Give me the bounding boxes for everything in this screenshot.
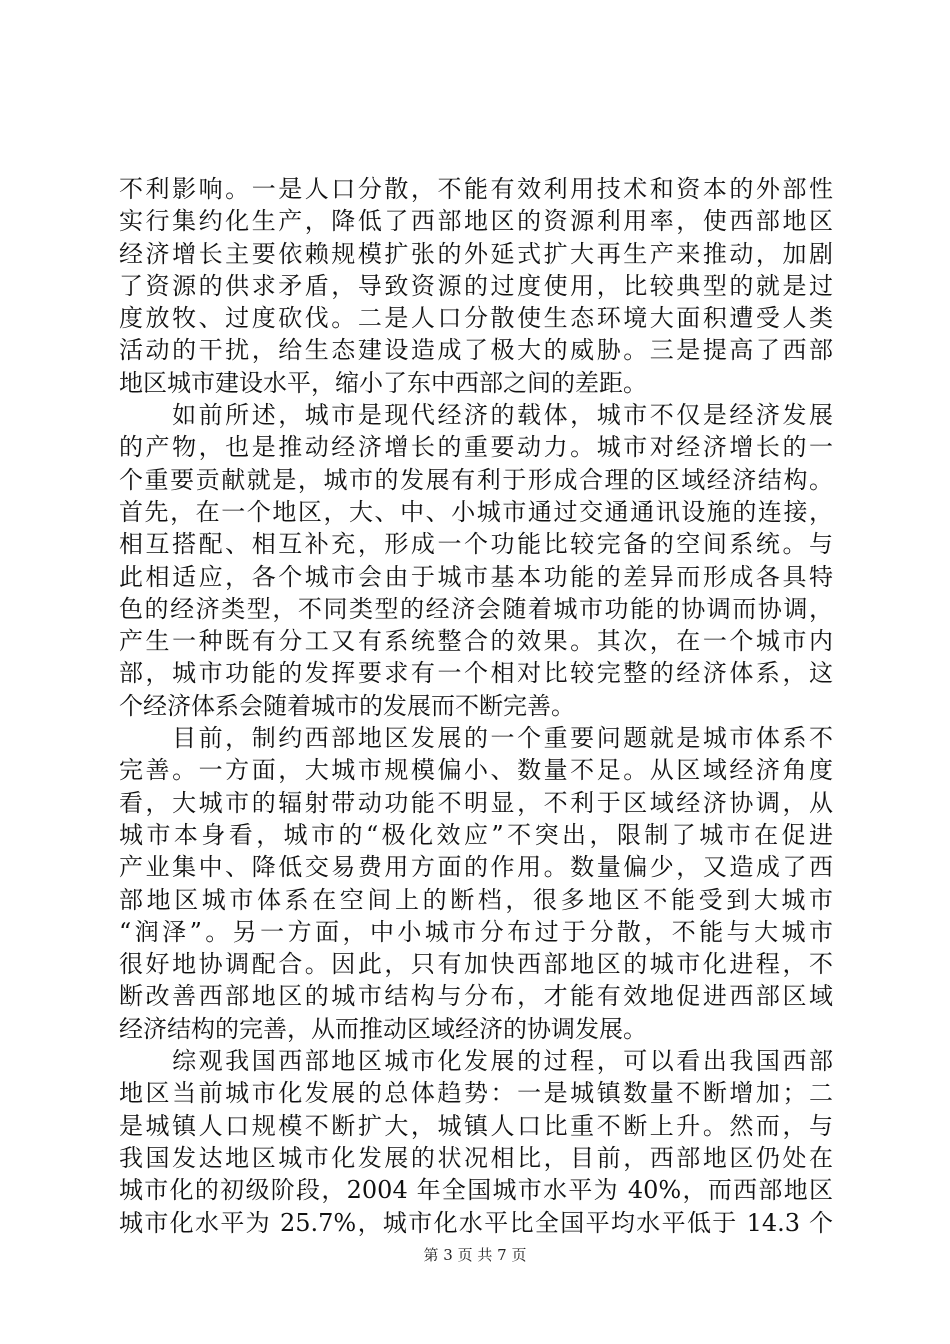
text-line: 地区城市建设水平，缩小了东中西部之间的差距。	[119, 368, 647, 397]
text-line: 城市化水平为 25.7%，城市化水平比全国平均水平低于 14.3 个	[119, 1208, 833, 1237]
text-line: 色的经济类型，不同类型的经济会随着城市功能的协调而协调，	[119, 594, 833, 623]
text-line: 不利影响。一是人口分散，不能有效利用技术和资本的外部性	[119, 175, 833, 203]
text-line: 如前所述，城市是现代经济的载体，城市不仅是经济发展	[119, 401, 833, 430]
text-line: “润泽”。另一方面，中小城市分布过于分散，不能与大城市	[119, 917, 833, 946]
text-line: 此相适应，各个城市会由于城市基本功能的差异而形成各具特	[119, 562, 833, 591]
text-line: 部，城市功能的发挥要求有一个相对比较完整的经济体系，这	[119, 659, 833, 688]
text-line: 目前，制约西部地区发展的一个重要问题就是城市体系不	[119, 724, 833, 753]
text-line: 首先，在一个地区，大、中、小城市通过交通通讯设施的连接，	[119, 497, 833, 526]
text-line: 断改善西部地区的城市结构与分布，才能有效地促进西部区域	[119, 982, 833, 1011]
text-line: 的产物，也是推动经济增长的重要动力。城市对经济增长的一	[119, 433, 833, 462]
page-number-label: 第 3 页 共 7 页	[423, 1246, 527, 1264]
text-line: 看，大城市的辐射带动功能不明显，不利于区域经济协调，从	[119, 788, 833, 817]
text-line: 很好地协调配合。因此，只有加快西部地区的城市化进程，不	[119, 950, 833, 979]
text-line: 活动的干扰，给生态建设造成了极大的威胁。三是提高了西部	[119, 336, 833, 365]
text-line: 是城镇人口规模不断扩大，城镇人口比重不断上升。然而，与	[119, 1111, 833, 1140]
text-line: 个重要贡献就是，城市的发展有利于形成合理的区域经济结构。	[119, 465, 833, 494]
text-line: 部地区城市体系在空间上的断档，很多地区不能受到大城市	[119, 885, 833, 914]
text-line: 了资源的供求矛盾，导致资源的过度使用，比较典型的就是过	[119, 271, 833, 300]
text-line: 完善。一方面，大城市规模偏小、数量不足。从区域经济角度	[119, 756, 833, 785]
text-line: 城市本身看，城市的“极化效应”不突出，限制了城市在促进	[119, 820, 833, 849]
document-body	[119, 173, 833, 1239]
text-line: 产生一种既有分工又有系统整合的效果。其次，在一个城市内	[119, 627, 833, 656]
text-line: 地区当前城市化发展的总体趋势：一是城镇数量不断增加；二	[119, 1079, 833, 1108]
text-line: 个经济体系会随着城市的发展而不断完善。	[119, 691, 575, 720]
text-line: 产业集中、降低交易费用方面的作用。数量偏少，又造成了西	[119, 853, 833, 882]
text-line: 我国发达地区城市化发展的状况相比，目前，西部地区仍处在	[119, 1143, 833, 1172]
text-line: 综观我国西部地区城市化发展的过程，可以看出我国西部	[119, 1047, 833, 1076]
text-line: 经济增长主要依赖规模扩张的外延式扩大再生产来推动，加剧	[119, 239, 833, 268]
text-line: 城市化的初级阶段，2004 年全国城市水平为 40%，而西部地区	[119, 1176, 833, 1205]
text-line: 经济结构的完善，从而推动区域经济的协调发展。	[119, 1014, 647, 1043]
text-line: 度放牧、过度砍伐。二是人口分散使生态环境大面积遭受人类	[119, 304, 833, 333]
page-footer	[0, 1245, 950, 1265]
text-line: 相互搭配、相互补充，形成一个功能比较完备的空间系统。与	[119, 530, 833, 559]
text-line: 实行集约化生产，降低了西部地区的资源利用率，使西部地区	[119, 207, 833, 236]
